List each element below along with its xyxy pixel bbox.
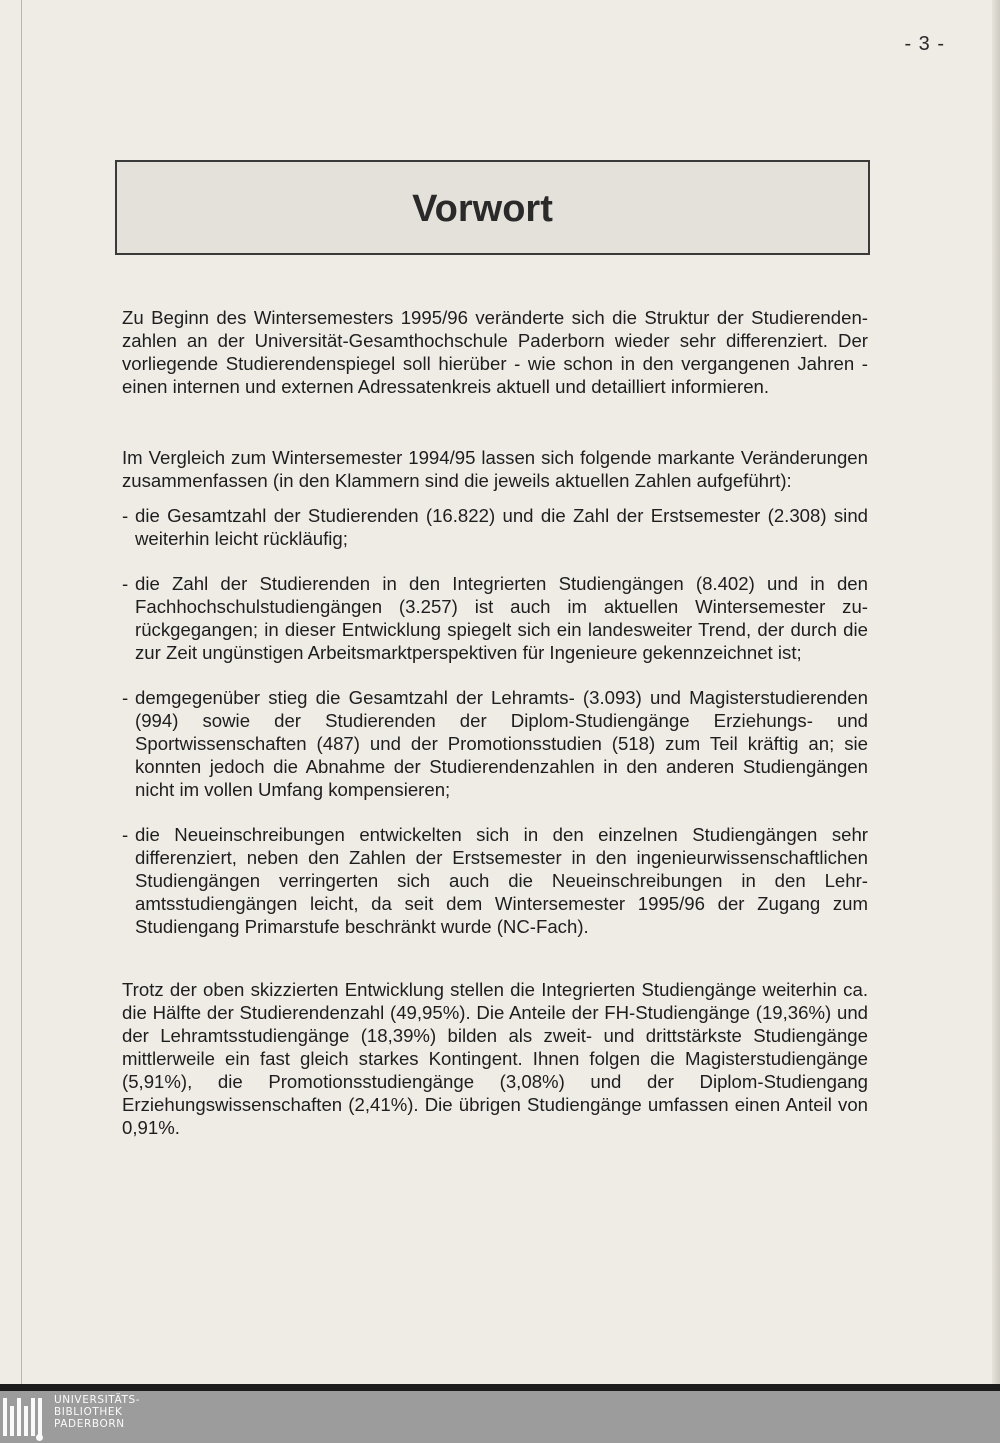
logo-line: BIBLIOTHEK xyxy=(54,1406,123,1418)
bullet-dash: - xyxy=(122,573,129,594)
logo-line: PADERBORN xyxy=(54,1418,125,1430)
page-title: Vorwort xyxy=(412,188,553,230)
logo-line: UNIVERSITÄTS- xyxy=(54,1394,141,1406)
list-item-text: demgegenüber stieg die Gesamtzahl der Lehramts- (3.093) und Magisterstudierenden (994) sowie der Studierenden der Diplom-Studiengänge Erziehungs- und Sportwissenschaften (487) und der Promotionsstudien (518) zum Teil kräftig an; sie konnten jedoch die Abnahme der Studierendenzahlen in den anderen Studiengängen nicht im vollen Umfang kompensieren; xyxy=(135,687,868,800)
page-edge xyxy=(992,0,1000,1384)
list-item-text: die Gesamtzahl der Studierenden (16.822) und die Zahl der Erstsemester (2.308) sind weiterhin leicht rückläufig; xyxy=(135,505,868,549)
logo-dot-icon xyxy=(36,1434,43,1441)
comparison-paragraph: Im Vergleich zum Wintersemester 1994/95 lassen sich folgende markante Veränderungen zusammenfassen (in den Klammern sind die jeweils aktuellen Zahlen aufgeführt): xyxy=(122,447,868,491)
bullet-dash: - xyxy=(122,505,129,526)
page-number: - 3 - xyxy=(904,33,945,55)
bullet-dash: - xyxy=(122,824,129,845)
library-footer xyxy=(0,1384,1000,1443)
list-item xyxy=(122,823,868,938)
library-logo-icon xyxy=(3,1398,42,1440)
bullet-dash: - xyxy=(122,687,129,708)
list-item-text: die Zahl der Studierenden in den Integrierten Studiengängen (8.402) und in den Fachhochschulstudiengängen (3.257) ist auch im aktuellen Wintersemester zurückgegangen; in dieser Entwicklung spiegelt sich ein landesweiter Trend, der durch die zur Zeit ungünstigen Arbeitsmarktperspektiven für Ingenieure gekennzeichnet ist; xyxy=(135,573,868,663)
intro-paragraph: Zu Beginn des Wintersemesters 1995/96 veränderte sich die Struktur der Studierendenzahlen an der Universität-Gesamthochschule Paderborn wieder sehr differenziert. Der vorliegende Studierendenspiegel soll hierüber - wie schon in den vergangenen Jahren - einen internen und externen Adressatenkreis aktuell und detailliert informieren. xyxy=(122,307,868,397)
list-item xyxy=(122,572,868,664)
footer-divider xyxy=(0,1384,1000,1391)
body-text xyxy=(122,306,868,1139)
list-item xyxy=(122,504,868,550)
library-logo-text xyxy=(54,1394,140,1430)
list-item xyxy=(122,686,868,801)
closing-paragraph: Trotz der oben skizzierten Entwicklung stellen die Integrierten Studiengänge weiterhin ca. die Hälfte der Studierendenzahl (49,95%). Die Anteile der FH-Studiengänge (19,36%) und der Lehramtsstudiengänge (18,39%) bilden als zweit- und drittstärkste Studiengänge mittlerweile ein fast gleich starkes Kontingent. Ihnen folgen die Magisterstudiengänge (5,91%), die Promotionsstudiengänge (3,08%) und der Diplom-Studiengang Erziehungswissenschaften (2,41%). Die übrigen Studiengänge umfassen einen Anteil von 0,91%. xyxy=(122,979,868,1138)
changes-list xyxy=(122,504,868,938)
list-item-text: die Neueinschreibungen entwickelten sich in den einzelnen Studiengängen sehr differenziert, neben den Zahlen der Erstsemester in den ingenieurwissenschaftlichen Studiengängen verringerten sich auch die Neueinschreibungen in den Lehramtsstudiengängen leicht, da seit dem Wintersemester 1995/96 der Zugang zum Studiengang Primarstufe beschränkt wurde (NC-Fach). xyxy=(135,824,868,937)
title-box xyxy=(115,160,870,255)
binding-gutter-line xyxy=(21,0,22,1384)
